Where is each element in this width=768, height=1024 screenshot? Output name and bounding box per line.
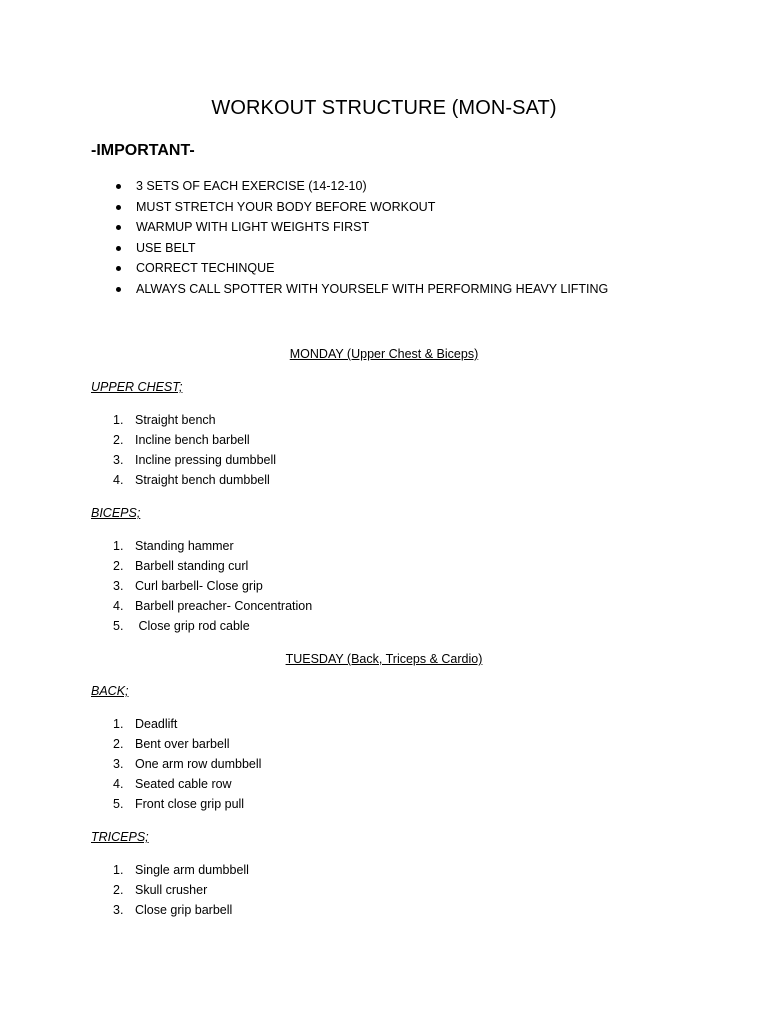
list-item: ALWAYS CALL SPOTTER WITH YOURSELF WITH PERFORMING HEAVY LIFTING — [91, 279, 608, 300]
bullet-icon — [116, 205, 121, 210]
bullet-icon — [116, 246, 121, 251]
bullet-icon — [116, 225, 121, 230]
upper-chest-list — [91, 410, 276, 490]
upper-chest-label: UPPER CHEST; — [91, 380, 183, 394]
tuesday-heading: TUESDAY (Back, Triceps & Cardio) — [285, 652, 483, 666]
document-title: WORKOUT STRUCTURE (MON-SAT) — [211, 97, 557, 119]
important-list — [91, 176, 608, 300]
biceps-list — [91, 536, 312, 636]
back-label: BACK; — [91, 684, 129, 698]
bullet-icon — [116, 266, 121, 271]
back-list — [91, 714, 261, 814]
list-item: 1. Deadlift — [113, 717, 178, 731]
list-item: 4. Barbell preacher- Concentration — [113, 599, 313, 613]
list-item: 5. Close grip rod cable — [113, 619, 250, 633]
bullet-icon — [116, 287, 121, 292]
list-item: 5. Front close grip pull — [113, 797, 245, 811]
list-item: 1. Straight bench — [113, 413, 216, 427]
list-item: 2. Skull crusher — [113, 883, 208, 897]
triceps-label: TRICEPS; — [91, 830, 149, 844]
list-item: MUST STRETCH YOUR BODY BEFORE WORKOUT — [91, 197, 608, 218]
list-item: 3. Close grip barbell — [113, 903, 233, 917]
monday-heading: MONDAY (Upper Chest & Biceps) — [289, 347, 479, 361]
list-item: CORRECT TECHINQUE — [91, 258, 608, 279]
list-item: 3. One arm row dumbbell — [113, 757, 262, 771]
list-item: WARMUP WITH LIGHT WEIGHTS FIRST — [91, 217, 608, 238]
bullet-icon — [116, 184, 121, 189]
list-item: 4. Seated cable row — [113, 777, 232, 791]
list-item: 2. Barbell standing curl — [113, 559, 249, 573]
list-item: 2. Bent over barbell — [113, 737, 230, 751]
important-heading: -IMPORTANT- — [91, 142, 195, 159]
biceps-label: BICEPS; — [91, 506, 141, 520]
triceps-list — [91, 860, 249, 920]
list-item: 4. Straight bench dumbbell — [113, 473, 270, 487]
list-item: 3. Incline pressing dumbbell — [113, 453, 277, 467]
list-item: 1. Standing hammer — [113, 539, 234, 553]
list-item: 3. Curl barbell- Close grip — [113, 579, 263, 593]
list-item: USE BELT — [91, 238, 608, 259]
list-item: 2. Incline bench barbell — [113, 433, 250, 447]
list-item: 3 SETS OF EACH EXERCISE (14-12-10) — [91, 176, 608, 197]
list-item: 1. Single arm dumbbell — [113, 863, 249, 877]
